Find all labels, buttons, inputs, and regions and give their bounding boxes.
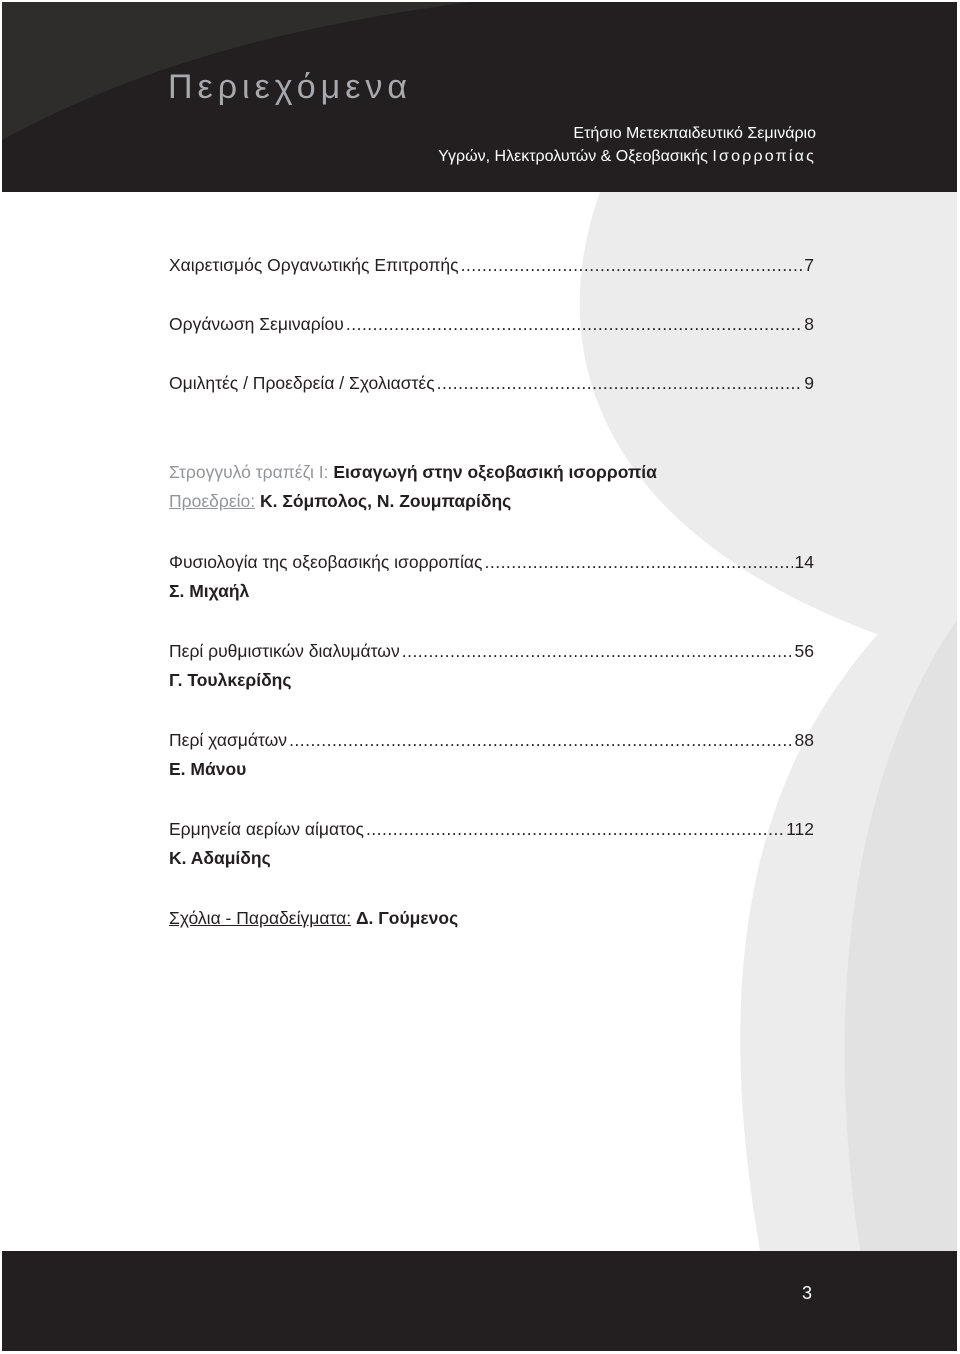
toc-entry-page: 112 bbox=[786, 819, 814, 839]
round-table-heading bbox=[169, 461, 814, 483]
toc-leader bbox=[437, 372, 803, 394]
toc-entry-title: Οργάνωση Σεμιναρίου bbox=[169, 314, 344, 334]
seminar-subtitle bbox=[438, 148, 816, 166]
toc-entry bbox=[169, 640, 814, 662]
seminar-subtitle-part: Υγρών, Ηλεκτρολυτών & Οξεοβασικής bbox=[438, 148, 708, 165]
toc-entry-page: 9 bbox=[804, 373, 814, 393]
toc-entry bbox=[169, 254, 814, 276]
toc-entry-author: Σ. Μιχαήλ bbox=[169, 581, 250, 601]
toc-leader bbox=[366, 818, 784, 840]
chair-names: Κ. Σόμπολος, Ν. Ζουμπαρίδης bbox=[259, 491, 512, 511]
toc-entry-author: Γ. Τουλκερίδης bbox=[169, 670, 292, 690]
round-table-label: Στρογγυλό τραπέζι Ι: bbox=[169, 462, 329, 482]
comments-entry bbox=[169, 907, 814, 929]
toc-entry-page: 88 bbox=[794, 730, 814, 750]
toc-entry-title: Φυσιολογία της οξεοβασικής ισορροπίας bbox=[169, 552, 483, 572]
toc-leader bbox=[289, 729, 792, 751]
comments-author: Δ. Γούμενος bbox=[355, 908, 459, 928]
toc-leader bbox=[346, 313, 802, 335]
chair-label: Προεδρείο: bbox=[169, 491, 256, 511]
toc-entry bbox=[169, 372, 814, 394]
toc-leader bbox=[461, 254, 803, 276]
toc-entry bbox=[169, 551, 814, 573]
toc-leader bbox=[402, 640, 793, 662]
comments-label: Σχόλια - Παραδείγματα: bbox=[169, 908, 352, 928]
toc-entry bbox=[169, 729, 814, 751]
toc-entry-page: 56 bbox=[794, 641, 814, 661]
toc-leader bbox=[484, 551, 792, 573]
toc-entry-page: 14 bbox=[794, 552, 814, 572]
toc-entry-title: Χαιρετισμός Οργανωτικής Επιτροπής bbox=[169, 255, 459, 275]
seminar-subtitle-spaced: Ισορροπίας bbox=[712, 148, 816, 165]
toc-entry bbox=[169, 818, 814, 840]
toc-entry bbox=[169, 313, 814, 335]
toc-entry-page: 7 bbox=[804, 255, 814, 275]
toc-entry-title: Περί ρυθμιστικών διαλυμάτων bbox=[169, 641, 400, 661]
seminar-title: Ετήσιο Μετεκπαιδευτικό Σεμινάριο bbox=[573, 125, 816, 142]
round-table-title: Εισαγωγή στην οξεοβασική ισορροπία bbox=[333, 462, 657, 482]
toc-entry-title: Ερμηνεία αερίων αίματος bbox=[169, 819, 364, 839]
toc-entry-page: 8 bbox=[804, 314, 814, 334]
toc-entry-title: Ομιλητές / Προεδρεία / Σχολιαστές bbox=[169, 373, 435, 393]
round-table-chairs bbox=[169, 490, 814, 512]
toc-entry-author: Κ. Αδαμίδης bbox=[169, 848, 271, 868]
footer-band bbox=[2, 1251, 957, 1351]
page-title: Περιεχόμενα bbox=[168, 68, 413, 106]
page-number: 3 bbox=[802, 1283, 813, 1303]
toc-entry-title: Περί χασμάτων bbox=[169, 730, 288, 750]
toc-entry-author: Ε. Μάνου bbox=[169, 759, 247, 779]
